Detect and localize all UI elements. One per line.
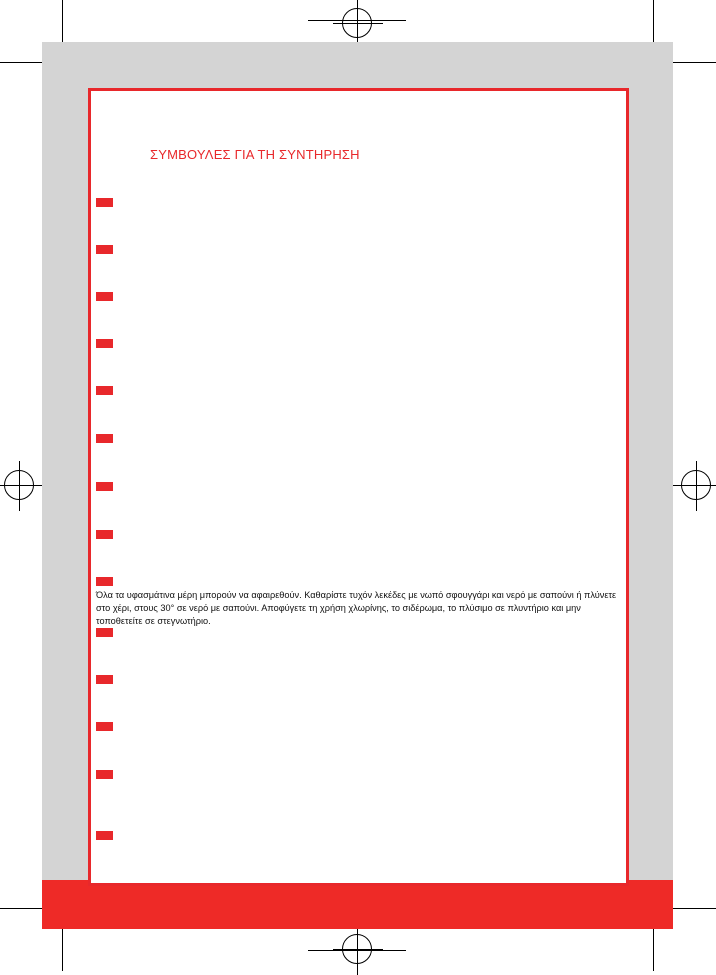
language-tag	[96, 292, 113, 301]
language-tag	[96, 770, 113, 779]
language-tag	[96, 245, 113, 254]
crop-mark	[0, 908, 48, 909]
crop-mark	[653, 0, 654, 48]
language-tag	[96, 386, 113, 395]
language-tag	[96, 675, 113, 684]
language-tag	[96, 434, 113, 443]
crop-mark	[668, 908, 716, 909]
language-tag	[96, 198, 113, 207]
crop-mark	[653, 923, 654, 971]
crop-mark	[62, 923, 63, 971]
crop-mark	[62, 0, 63, 48]
registration-target-top	[342, 8, 372, 38]
care-instructions-text: Όλα τα υφασμάτινα μέρη μπορούν να αφαιρεθούν. Καθαρίστε τυχόν λεκέδες με νωπό σφουγγάρι και νερό με σαπούνι ή πλύνετε στο χέρι, στους 30° σε νερό με σαπούνι. Αποφύγετε τη χρήση χλωρίνης, το σιδέρωμα, το πλύσιμο σε πλυντήριο και μην τοποθετείτε σε στεγνωτήριο.	[96, 590, 617, 626]
registration-target-left	[4, 470, 34, 500]
registration-target-bottom	[342, 934, 372, 964]
language-tag	[96, 339, 113, 348]
footer-band	[42, 880, 673, 929]
content-frame	[88, 88, 629, 886]
language-tag	[96, 530, 113, 539]
language-tag	[96, 482, 113, 491]
language-tag	[96, 577, 113, 586]
language-tag	[96, 628, 113, 637]
page-title: ΣΥΜΒΟΥΛΕΣ ΓΙΑ ΤΗ ΣΥΝΤΗΡΗΣΗ	[150, 147, 360, 162]
language-tag	[96, 722, 113, 731]
language-tag	[96, 831, 113, 840]
crop-mark	[0, 62, 48, 63]
registration-target-right	[681, 470, 711, 500]
crop-mark	[668, 62, 716, 63]
